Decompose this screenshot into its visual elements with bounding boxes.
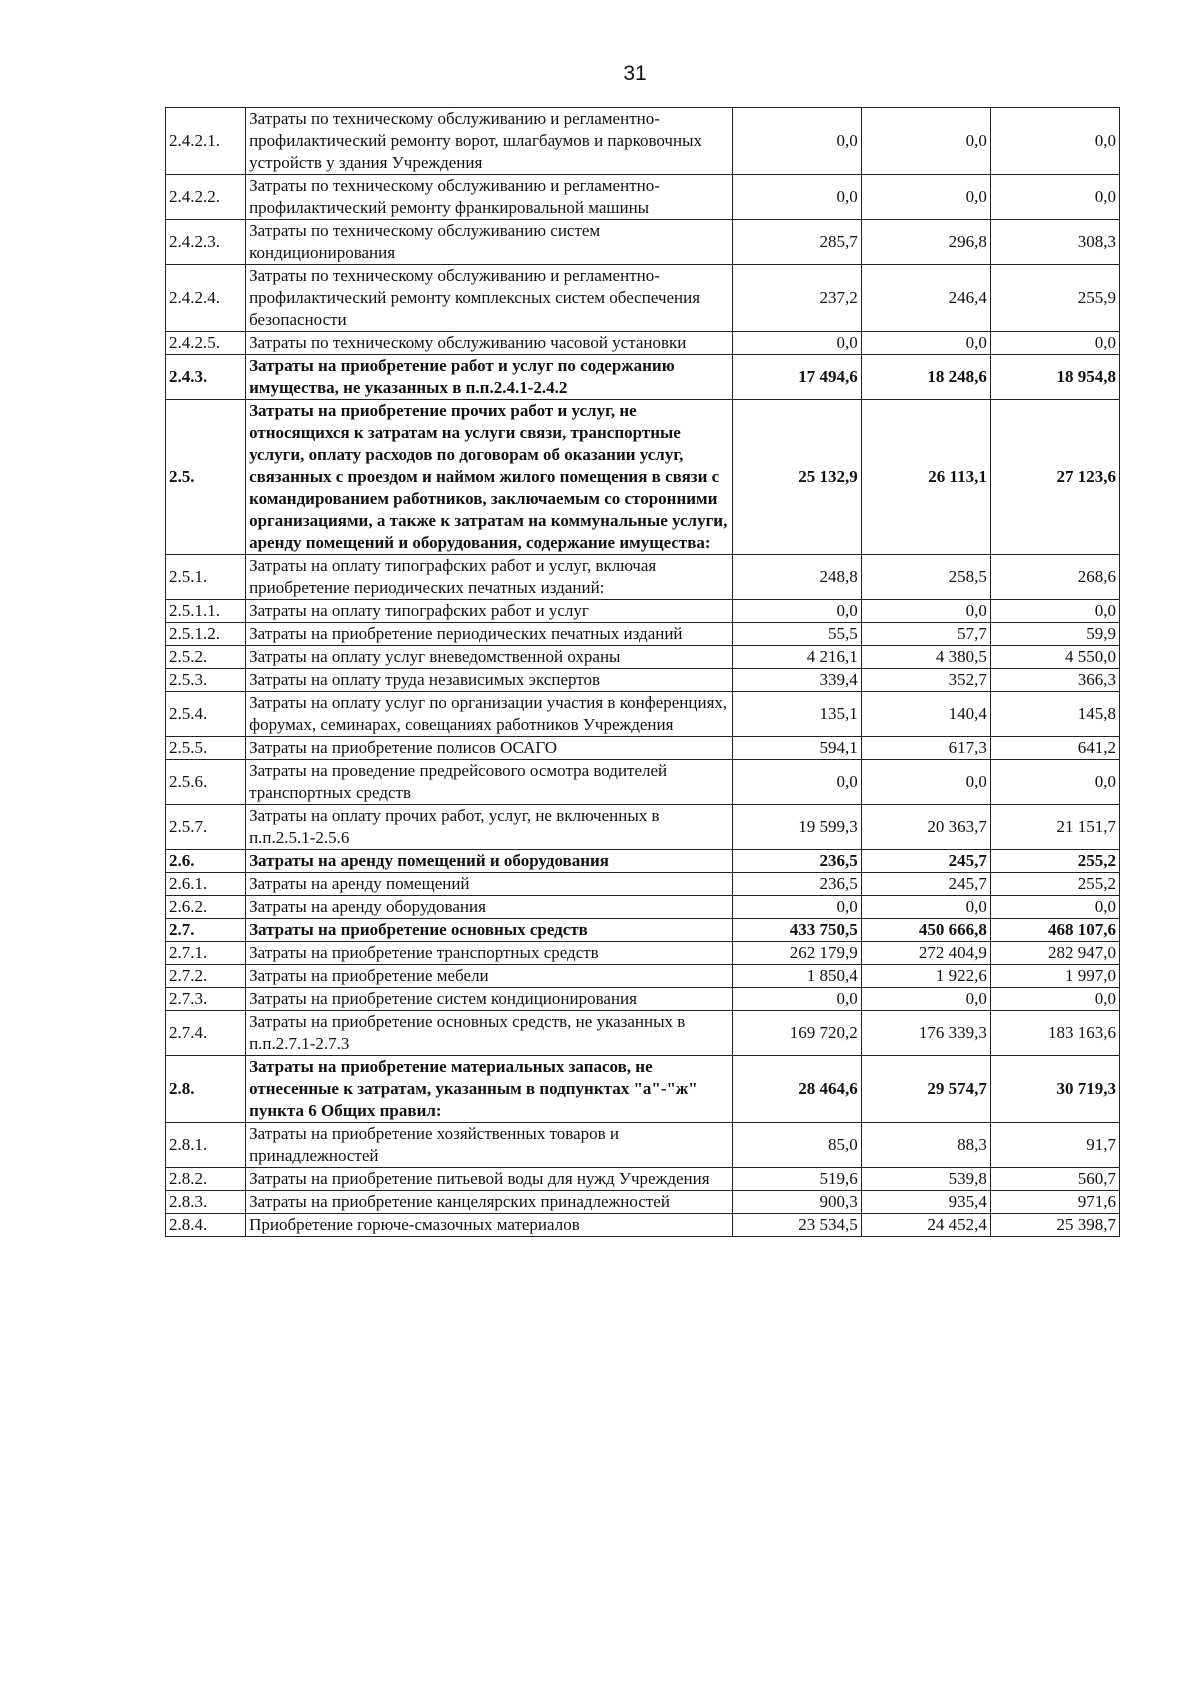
row-value-year-3: 641,2 xyxy=(990,737,1119,760)
row-code: 2.8.3. xyxy=(166,1191,246,1214)
row-value-year-3: 183 163,6 xyxy=(990,1011,1119,1056)
row-code: 2.5.2. xyxy=(166,646,246,669)
row-description: Затраты на приобретение работ и услуг по содержанию имущества, не указанных в п.п.2.4.1-2.4.2 xyxy=(246,355,733,400)
row-description: Затраты по техническому обслуживанию и регламентно-профилактический ремонту франкировальной машины xyxy=(246,175,733,220)
row-value-year-2: 0,0 xyxy=(861,332,990,355)
budget-table xyxy=(165,107,1120,1237)
row-value-year-3: 255,2 xyxy=(990,850,1119,873)
table-row xyxy=(166,355,1120,400)
row-description: Затраты на приобретение материальных запасов, не отнесенные к затратам, указанным в подпунктах "а"-"ж" пункта 6 Общих правил: xyxy=(246,1056,733,1123)
row-value-year-1: 236,5 xyxy=(732,850,861,873)
row-value-year-2: 0,0 xyxy=(861,108,990,175)
row-description: Затраты на аренду оборудования xyxy=(246,896,733,919)
row-value-year-2: 935,4 xyxy=(861,1191,990,1214)
row-value-year-1: 1 850,4 xyxy=(732,965,861,988)
row-value-year-3: 145,8 xyxy=(990,692,1119,737)
row-value-year-3: 560,7 xyxy=(990,1168,1119,1191)
row-description: Затраты на оплату типографских работ и услуг xyxy=(246,600,733,623)
table-row xyxy=(166,600,1120,623)
row-value-year-1: 0,0 xyxy=(732,175,861,220)
row-code: 2.5.7. xyxy=(166,805,246,850)
row-description: Затраты на аренду помещений и оборудования xyxy=(246,850,733,873)
row-description: Затраты на оплату прочих работ, услуг, не включенных в п.п.2.5.1-2.5.6 xyxy=(246,805,733,850)
row-code: 2.8.1. xyxy=(166,1123,246,1168)
table-row xyxy=(166,220,1120,265)
row-description: Затраты на приобретение основных средств xyxy=(246,919,733,942)
row-value-year-1: 0,0 xyxy=(732,600,861,623)
row-value-year-3: 282 947,0 xyxy=(990,942,1119,965)
row-value-year-1: 0,0 xyxy=(732,760,861,805)
row-value-year-1: 433 750,5 xyxy=(732,919,861,942)
row-description: Затраты на приобретение транспортных средств xyxy=(246,942,733,965)
row-value-year-3: 0,0 xyxy=(990,600,1119,623)
row-description: Затраты на приобретение полисов ОСАГО xyxy=(246,737,733,760)
row-value-year-3: 268,6 xyxy=(990,555,1119,600)
table-row xyxy=(166,850,1120,873)
row-code: 2.5.1.1. xyxy=(166,600,246,623)
row-description: Затраты по техническому обслуживанию систем кондиционирования xyxy=(246,220,733,265)
row-value-year-3: 0,0 xyxy=(990,760,1119,805)
row-description: Затраты на оплату труда независимых экспертов xyxy=(246,669,733,692)
row-description: Затраты по техническому обслуживанию и регламентно-профилактический ремонту ворот, шлагбаумов и парковочных устройств у здания Учреждения xyxy=(246,108,733,175)
row-description: Затраты на приобретение мебели xyxy=(246,965,733,988)
table-row xyxy=(166,988,1120,1011)
table-row xyxy=(166,737,1120,760)
row-code: 2.4.3. xyxy=(166,355,246,400)
row-code: 2.4.2.4. xyxy=(166,265,246,332)
row-code: 2.6.1. xyxy=(166,873,246,896)
row-value-year-2: 450 666,8 xyxy=(861,919,990,942)
row-value-year-3: 59,9 xyxy=(990,623,1119,646)
row-value-year-2: 272 404,9 xyxy=(861,942,990,965)
row-value-year-2: 0,0 xyxy=(861,600,990,623)
row-code: 2.7. xyxy=(166,919,246,942)
row-code: 2.5.5. xyxy=(166,737,246,760)
table-row xyxy=(166,1056,1120,1123)
row-code: 2.5. xyxy=(166,400,246,555)
row-value-year-2: 539,8 xyxy=(861,1168,990,1191)
row-description: Затраты на оплату типографских работ и услуг, включая приобретение периодических печатных изданий: xyxy=(246,555,733,600)
row-value-year-1: 135,1 xyxy=(732,692,861,737)
row-value-year-3: 27 123,6 xyxy=(990,400,1119,555)
row-value-year-3: 18 954,8 xyxy=(990,355,1119,400)
row-value-year-1: 237,2 xyxy=(732,265,861,332)
row-value-year-2: 0,0 xyxy=(861,175,990,220)
row-code: 2.7.4. xyxy=(166,1011,246,1056)
row-code: 2.4.2.2. xyxy=(166,175,246,220)
row-value-year-3: 0,0 xyxy=(990,988,1119,1011)
row-value-year-2: 0,0 xyxy=(861,760,990,805)
row-value-year-3: 255,9 xyxy=(990,265,1119,332)
row-value-year-3: 366,3 xyxy=(990,669,1119,692)
row-value-year-1: 248,8 xyxy=(732,555,861,600)
table-row xyxy=(166,760,1120,805)
table-row xyxy=(166,646,1120,669)
row-value-year-1: 4 216,1 xyxy=(732,646,861,669)
row-value-year-1: 0,0 xyxy=(732,988,861,1011)
row-value-year-3: 468 107,6 xyxy=(990,919,1119,942)
row-value-year-2: 0,0 xyxy=(861,988,990,1011)
table-row xyxy=(166,332,1120,355)
table-row xyxy=(166,896,1120,919)
table-row xyxy=(166,669,1120,692)
row-description: Затраты на приобретение систем кондиционирования xyxy=(246,988,733,1011)
row-value-year-2: 0,0 xyxy=(861,896,990,919)
row-value-year-1: 339,4 xyxy=(732,669,861,692)
row-value-year-1: 85,0 xyxy=(732,1123,861,1168)
row-value-year-2: 617,3 xyxy=(861,737,990,760)
row-value-year-3: 1 997,0 xyxy=(990,965,1119,988)
row-code: 2.4.2.1. xyxy=(166,108,246,175)
row-code: 2.5.1. xyxy=(166,555,246,600)
row-code: 2.5.1.2. xyxy=(166,623,246,646)
row-description: Затраты по техническому обслуживанию и регламентно-профилактический ремонту комплексных систем обеспечения безопасности xyxy=(246,265,733,332)
row-code: 2.4.2.3. xyxy=(166,220,246,265)
row-value-year-3: 30 719,3 xyxy=(990,1056,1119,1123)
table-row xyxy=(166,400,1120,555)
row-description: Затраты на приобретение питьевой воды для нужд Учреждения xyxy=(246,1168,733,1191)
table-row xyxy=(166,919,1120,942)
row-value-year-3: 0,0 xyxy=(990,175,1119,220)
row-value-year-3: 0,0 xyxy=(990,332,1119,355)
page-number: 31 xyxy=(623,62,647,85)
row-value-year-3: 308,3 xyxy=(990,220,1119,265)
row-description: Затраты на приобретение прочих работ и услуг, не относящихся к затратам на услуги связи, транспортные услуги, оплату расходов по договорам об оказании услуг, связанных с проездом и наймом жилого помещения в связи с командированием работников, заключаемым со сторонними организациями, а также к затратам на коммунальные услуги, аренду помещений и оборудования, содержание имущества: xyxy=(246,400,733,555)
row-code: 2.7.3. xyxy=(166,988,246,1011)
row-value-year-2: 296,8 xyxy=(861,220,990,265)
table-row xyxy=(166,108,1120,175)
row-value-year-3: 971,6 xyxy=(990,1191,1119,1214)
row-code: 2.8.4. xyxy=(166,1214,246,1237)
table-row xyxy=(166,175,1120,220)
row-value-year-2: 29 574,7 xyxy=(861,1056,990,1123)
row-value-year-2: 352,7 xyxy=(861,669,990,692)
row-value-year-2: 26 113,1 xyxy=(861,400,990,555)
row-value-year-2: 88,3 xyxy=(861,1123,990,1168)
row-value-year-2: 246,4 xyxy=(861,265,990,332)
table-row xyxy=(166,692,1120,737)
row-value-year-3: 255,2 xyxy=(990,873,1119,896)
row-value-year-2: 176 339,3 xyxy=(861,1011,990,1056)
table-row xyxy=(166,265,1120,332)
row-code: 2.7.2. xyxy=(166,965,246,988)
table-row xyxy=(166,805,1120,850)
row-value-year-1: 262 179,9 xyxy=(732,942,861,965)
row-code: 2.8.2. xyxy=(166,1168,246,1191)
row-description: Затраты на оплату услуг вневедомственной охраны xyxy=(246,646,733,669)
row-description: Затраты на оплату услуг по организации участия в конференциях, форумах, семинарах, совещаниях работников Учреждения xyxy=(246,692,733,737)
row-value-year-3: 0,0 xyxy=(990,896,1119,919)
row-value-year-1: 0,0 xyxy=(732,896,861,919)
table-row xyxy=(166,623,1120,646)
row-description: Затраты на приобретение основных средств, не указанных в п.п.2.7.1-2.7.3 xyxy=(246,1011,733,1056)
row-description: Затраты на приобретение периодических печатных изданий xyxy=(246,623,733,646)
row-value-year-3: 21 151,7 xyxy=(990,805,1119,850)
row-value-year-1: 23 534,5 xyxy=(732,1214,861,1237)
row-code: 2.4.2.5. xyxy=(166,332,246,355)
row-value-year-3: 0,0 xyxy=(990,108,1119,175)
row-description: Затраты на приобретение канцелярских принадлежностей xyxy=(246,1191,733,1214)
row-value-year-1: 285,7 xyxy=(732,220,861,265)
row-code: 2.5.6. xyxy=(166,760,246,805)
row-value-year-2: 20 363,7 xyxy=(861,805,990,850)
table-row xyxy=(166,1011,1120,1056)
row-value-year-1: 900,3 xyxy=(732,1191,861,1214)
row-value-year-1: 25 132,9 xyxy=(732,400,861,555)
row-value-year-1: 17 494,6 xyxy=(732,355,861,400)
row-value-year-2: 140,4 xyxy=(861,692,990,737)
row-code: 2.6.2. xyxy=(166,896,246,919)
row-value-year-1: 19 599,3 xyxy=(732,805,861,850)
table-row xyxy=(166,965,1120,988)
table-row xyxy=(166,1123,1120,1168)
row-description: Затраты по техническому обслуживанию часовой установки xyxy=(246,332,733,355)
row-value-year-1: 169 720,2 xyxy=(732,1011,861,1056)
row-value-year-2: 245,7 xyxy=(861,873,990,896)
row-code: 2.6. xyxy=(166,850,246,873)
row-value-year-2: 24 452,4 xyxy=(861,1214,990,1237)
row-code: 2.7.1. xyxy=(166,942,246,965)
table-row xyxy=(166,942,1120,965)
row-description: Затраты на аренду помещений xyxy=(246,873,733,896)
row-value-year-2: 258,5 xyxy=(861,555,990,600)
row-value-year-1: 55,5 xyxy=(732,623,861,646)
row-value-year-2: 245,7 xyxy=(861,850,990,873)
table-row xyxy=(166,555,1120,600)
row-value-year-1: 28 464,6 xyxy=(732,1056,861,1123)
row-description: Затраты на приобретение хозяйственных товаров и принадлежностей xyxy=(246,1123,733,1168)
row-value-year-1: 0,0 xyxy=(732,108,861,175)
row-value-year-1: 519,6 xyxy=(732,1168,861,1191)
row-description: Затраты на проведение предрейсового осмотра водителей транспортных средств xyxy=(246,760,733,805)
row-code: 2.5.3. xyxy=(166,669,246,692)
row-value-year-2: 18 248,6 xyxy=(861,355,990,400)
row-value-year-1: 594,1 xyxy=(732,737,861,760)
row-value-year-3: 25 398,7 xyxy=(990,1214,1119,1237)
table-row xyxy=(166,1168,1120,1191)
table-row xyxy=(166,1191,1120,1214)
row-value-year-3: 4 550,0 xyxy=(990,646,1119,669)
row-value-year-1: 0,0 xyxy=(732,332,861,355)
row-value-year-2: 4 380,5 xyxy=(861,646,990,669)
row-code: 2.8. xyxy=(166,1056,246,1123)
table-row xyxy=(166,1214,1120,1237)
row-description: Приобретение горюче-смазочных материалов xyxy=(246,1214,733,1237)
row-value-year-2: 1 922,6 xyxy=(861,965,990,988)
row-value-year-2: 57,7 xyxy=(861,623,990,646)
row-code: 2.5.4. xyxy=(166,692,246,737)
row-value-year-1: 236,5 xyxy=(732,873,861,896)
row-value-year-3: 91,7 xyxy=(990,1123,1119,1168)
table-row xyxy=(166,873,1120,896)
